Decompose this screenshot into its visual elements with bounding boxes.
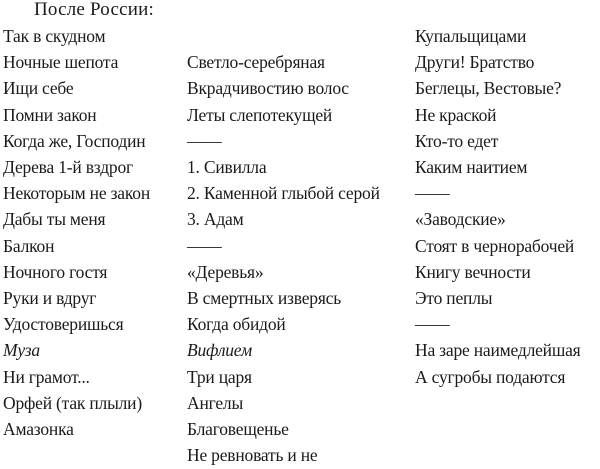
contents-entry: Когда обидой — [187, 314, 286, 335]
contents-entry: Амазонка — [3, 419, 74, 439]
contents-entry: Это пеплы — [415, 288, 493, 308]
contents-entry: Орфей (так плыли) — [3, 392, 142, 413]
contents-entry: 1. Сивилла — [187, 157, 267, 177]
contents-entry: «Деревья» — [187, 261, 264, 282]
contents-entry: Книгу вечности — [415, 261, 531, 282]
contents-entry: Леты слепотекущей — [187, 104, 333, 125]
page-title: После России: — [34, 0, 154, 20]
contents-entry: Стоят в чернорабочей — [415, 235, 575, 256]
contents-entry: Дерева 1-й вздрог — [3, 157, 133, 177]
contents-entry: Так в скудном — [3, 26, 106, 46]
contents-entry: Балкон — [3, 235, 55, 256]
contents-entry: Не краской — [415, 104, 497, 125]
contents-entry: Муза — [3, 340, 40, 361]
contents-entry: Помни закон — [3, 104, 97, 125]
contents-entry: Ночного гостя — [3, 261, 108, 282]
contents-entry: Беглецы, Вестовые? — [415, 78, 562, 99]
contents-entry: Некоторым не закон — [3, 183, 150, 204]
contents-entry: Дабы ты меня — [3, 209, 106, 230]
contents-entry: Когда же, Господин — [3, 130, 146, 151]
contents-entry: На заре наимедлейшая — [415, 340, 581, 361]
contents-entry: А сугробы подаются — [415, 366, 566, 387]
contents-entry: Вкрадчивостию волос — [187, 78, 349, 99]
contents-entry: 2. Каменной глыбой серой — [187, 183, 380, 204]
contents-entry: Каким наитием — [415, 157, 528, 177]
contents-entry: Три царя — [187, 366, 252, 387]
contents-entry: —— — [415, 183, 450, 204]
contents-entry: Ищи себе — [3, 78, 74, 99]
contents-entry: 3. Адам — [187, 209, 244, 230]
contents-entry: Ангелы — [187, 392, 244, 413]
contents-entry: —— — [187, 235, 222, 256]
contents-entry: В смертных изверясь — [187, 288, 342, 308]
contents-entry: Руки и вдруг — [3, 288, 97, 308]
contents-entry: Удостоверишься — [3, 314, 124, 335]
contents-entry: Купальщицами — [415, 26, 527, 46]
contents-entry: —— — [187, 130, 222, 151]
contents-entry: Ночные шепота — [3, 52, 119, 73]
contents-entry: «Заводские» — [415, 209, 506, 230]
contents-entry: Благовещенье — [187, 419, 289, 439]
contents-entry: Не ревновать и не — [187, 445, 318, 466]
contents-entry: Ни грамот... — [3, 366, 90, 387]
contents-entry: Светло-серебряная — [187, 52, 325, 73]
contents-entry: Вифлием — [187, 340, 252, 361]
contents-entry: —— — [415, 314, 450, 335]
contents-entry: Кто-то едет — [415, 130, 499, 151]
contents-entry: Други! Братство — [415, 52, 535, 73]
